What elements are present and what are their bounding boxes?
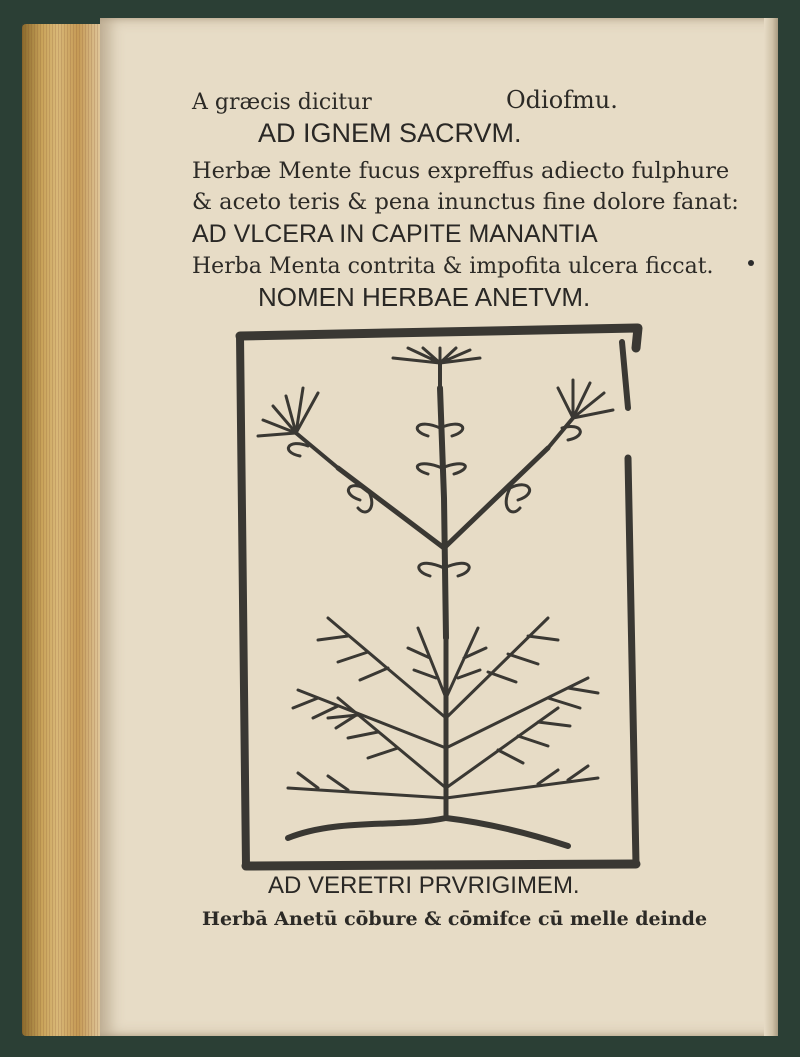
- heading-ad-ignem-sacrum: AD IGNEM SACRVM.: [258, 118, 522, 148]
- book-fore-edge: [22, 24, 102, 1036]
- heading-ad-vlcera: AD VLCERA IN CAPITE MANANTIA: [192, 220, 598, 248]
- line-greek-name-word: Odiofmu.: [506, 86, 618, 114]
- text-recipe-1-line-2: & aceto teris & pena inunctus fine dolore fanat:: [192, 189, 739, 215]
- dill-woodcut-illustration: [218, 318, 644, 880]
- text-recipe-3: Herbā Anetū cōbure & cōmifce cū melle deinde: [202, 908, 708, 930]
- margin-dot: [748, 260, 754, 266]
- text-recipe-2: Herba Menta contrita & impofita ulcera ficcat.: [192, 254, 714, 279]
- page-edge: [764, 18, 778, 1036]
- line-greek-name: A græcis dicitur: [192, 90, 372, 115]
- heading-nomen-herbae: NOMEN HERBAE ANETVM.: [258, 282, 591, 312]
- text-recipe-1-line-1: Herbæ Mente fucus expreffus adiecto fulphure: [192, 158, 730, 184]
- caption-ad-veretri: AD VERETRI PRVRIGIMEM.: [268, 872, 580, 899]
